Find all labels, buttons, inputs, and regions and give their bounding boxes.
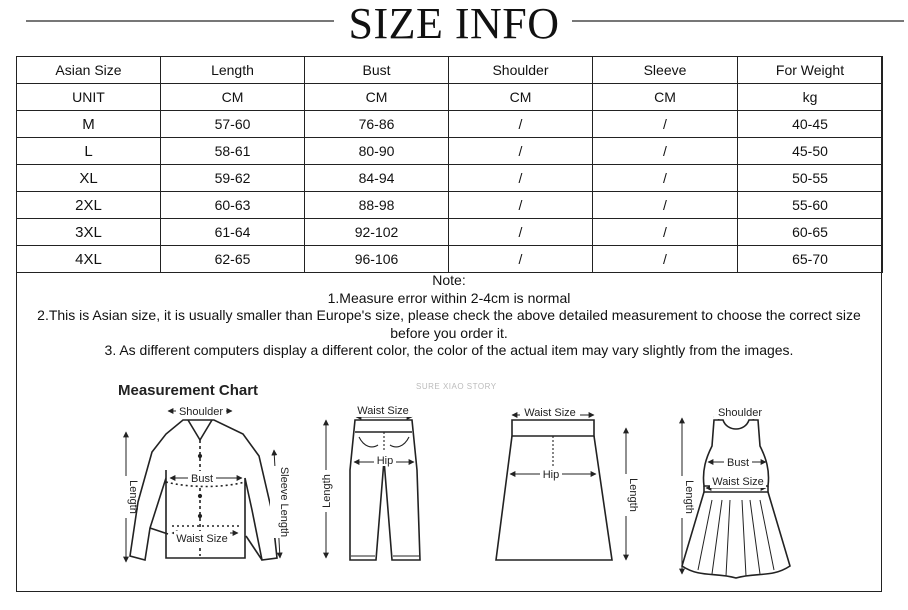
header-cell: Asian Size [17, 57, 161, 84]
note-line-2b: before you order it. [390, 324, 508, 341]
dress-bust-label: Bust [726, 457, 750, 469]
table-cell: / [593, 111, 738, 138]
shirt-bust-label: Bust [190, 473, 214, 485]
table-cell: / [593, 165, 738, 192]
size-cell: 4XL [17, 246, 161, 273]
unit-cell: CM [305, 84, 449, 111]
header-cell: Length [161, 57, 305, 84]
table-cell: 80-90 [305, 138, 449, 165]
shirt-shoulder-label: Shoulder [178, 406, 224, 418]
unit-cell: UNIT [17, 84, 161, 111]
size-cell: 3XL [17, 219, 161, 246]
header-cell: Bust [305, 57, 449, 84]
table-cell: / [449, 246, 593, 273]
table-cell: 96-106 [305, 246, 449, 273]
size-cell: 2XL [17, 192, 161, 219]
unit-cell: CM [161, 84, 305, 111]
note-line-1: 1.Measure error within 2-4cm is normal [327, 289, 571, 306]
pants-waist-label: Waist Size [357, 405, 409, 417]
table-cell: 50-55 [738, 165, 883, 192]
skirt-hip-label: Hip [542, 469, 560, 481]
table-cell: / [593, 138, 738, 165]
table-cell: 76-86 [305, 111, 449, 138]
unit-cell: CM [449, 84, 593, 111]
notes-heading: Note: [432, 272, 466, 288]
table-cell: 92-102 [305, 219, 449, 246]
table-cell: 59-62 [161, 165, 305, 192]
header-cell: Sleeve [593, 57, 738, 84]
table-cell: / [593, 246, 738, 273]
dress-length-label: Length [683, 480, 695, 514]
size-cell: XL [17, 165, 161, 192]
table-cell: / [449, 165, 593, 192]
note-line-2a: 2.This is Asian size, it is usually smaller than Europe's size, please check the above detailed measurement to choose the correct size [37, 307, 861, 323]
pants-length-label: Length [321, 474, 333, 508]
table-cell: 84-94 [305, 165, 449, 192]
size-cell: M [17, 111, 161, 138]
table-cell: 55-60 [738, 192, 883, 219]
unit-cell: kg [738, 84, 883, 111]
skirt-diagram [496, 420, 612, 560]
header-cell: For Weight [738, 57, 883, 84]
table-cell: 45-50 [738, 138, 883, 165]
note-line-3: 3. As different computers display a different color, the color of the actual item may vary slightly from the images. [104, 342, 794, 358]
skirt-length-label: Length [627, 478, 639, 512]
pants-dimension-lines [326, 417, 414, 558]
table-cell: 57-60 [161, 111, 305, 138]
measurement-chart-title: Measurement Chart [118, 382, 259, 399]
table-cell: / [593, 192, 738, 219]
skirt-waist-label: Waist Size [524, 407, 576, 419]
table-cell: 40-45 [738, 111, 883, 138]
table-cell: 62-65 [161, 246, 305, 273]
shirt-sleeve-label: Sleeve Length [278, 466, 290, 538]
size-cell: L [17, 138, 161, 165]
table-cell: / [449, 219, 593, 246]
dress-shoulder-label: Shoulder [717, 407, 763, 419]
table-cell: 88-98 [305, 192, 449, 219]
table-cell: / [449, 111, 593, 138]
dress-waist-label: Waist Size [712, 476, 764, 488]
dress-diagram [682, 420, 790, 578]
table-cell: 60-65 [738, 219, 883, 246]
unit-cell: CM [593, 84, 738, 111]
header-cell: Shoulder [449, 57, 593, 84]
table-cell: 58-61 [161, 138, 305, 165]
table-cell: / [449, 192, 593, 219]
watermark: SURE XIAO STORY [416, 382, 497, 391]
table-cell: / [593, 219, 738, 246]
table-cell: 60-63 [161, 192, 305, 219]
table-cell: 61-64 [161, 219, 305, 246]
table-cell: 65-70 [738, 246, 883, 273]
pants-diagram [350, 420, 420, 560]
shirt-length-label: Length [127, 480, 139, 514]
shirt-waist-label: Waist Size [176, 533, 228, 545]
pants-hip-label: Hip [376, 455, 394, 467]
page-title: SIZE INFO [348, 0, 560, 48]
table-cell: / [449, 138, 593, 165]
